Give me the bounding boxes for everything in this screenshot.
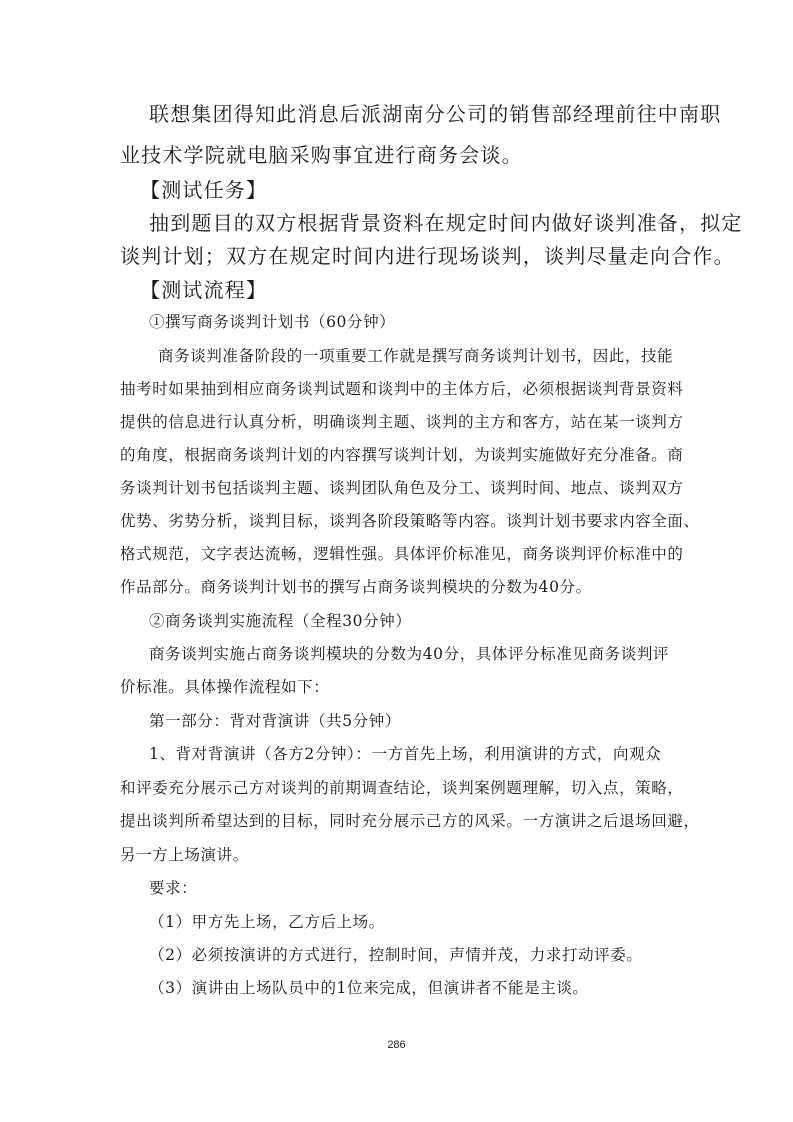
requirement-item-1: （1）甲方先上场，乙方后上场。 — [149, 913, 385, 931]
part1-line-2: 和评委充分展示己方对谈判的前期调查结论，谈判案例题理解，切入点，策略， — [120, 779, 684, 797]
step1-line-7: 格式规范，文字表达流畅，逻辑性强。具体评价标准见，商务谈判评价标准中的 — [120, 545, 684, 563]
part1-line-4: 另一方上场演讲。 — [120, 846, 249, 864]
step1-line-3: 提供的信息进行认真分析，明确谈判主题、谈判的主方和客方，站在某一谈判方 — [120, 413, 684, 431]
part1-line-3: 提出谈判所希望达到的目标，同时充分展示己方的风采。一方演讲之后退场回避， — [120, 812, 700, 830]
step2-heading: ②商务谈判实施流程（全程30分钟） — [149, 612, 412, 630]
step1-heading: ①撰写商务谈判计划书（60分钟） — [149, 313, 396, 331]
process-heading: 【测试流程】 — [140, 278, 268, 302]
intro-line-2: 业技术学院就电脑采购事宜进行商务会谈。 — [120, 143, 523, 167]
task-line-2: 谈判计划；双方在规定时间内进行现场谈判，谈判尽量走向合作。 — [120, 244, 735, 268]
step1-line-1: 商务谈判准备阶段的一项重要工作就是撰写商务谈判计划书，因此，技能 — [158, 347, 674, 365]
part1-line-1: 1、背对背演讲（各方2分钟）：一方首先上场，利用演讲的方式，向观众 — [149, 745, 662, 763]
step1-line-8: 作品部分。商务谈判计划书的撰写占商务谈判模块的分数为40分。 — [120, 578, 592, 596]
step2-line-2: 价标准。具体操作流程如下： — [120, 678, 330, 696]
step1-line-4: 的角度，根据商务谈判计划的内容撰写谈判计划，为谈判实施做好充分准备。商 — [120, 446, 684, 464]
step1-line-6: 优势、劣势分析，谈判目标，谈判各阶段策略等内容。谈判计划书要求内容全面、 — [120, 512, 700, 530]
task-line-1: 抽到题目的双方根据背景资料在规定时间内做好谈判准备，拟定 — [149, 211, 743, 235]
requirement-item-2: （2）必须按演讲的方式进行，控制时间，声情并茂，力求打动评委。 — [149, 946, 643, 964]
part1-heading: 第一部分：背对背演讲（共5分钟） — [149, 712, 401, 730]
task-heading: 【测试任务】 — [140, 178, 268, 202]
step1-line-5: 务谈判计划书包括谈判主题、谈判团队角色及分工、谈判时间、地点、谈判双方 — [120, 479, 684, 497]
requirements-label: 要求： — [149, 879, 198, 897]
page-number: 286 — [387, 1039, 406, 1051]
requirement-item-3: （3）演讲由上场队员中的1位来完成，但演讲者不能是主谈。 — [149, 979, 589, 997]
step1-line-2: 抽考时如果抽到相应商务谈判试题和谈判中的主体方后，必须根据谈判背景资料 — [120, 380, 684, 398]
intro-line-1: 联想集团得知此消息后派湖南分公司的销售部经理前往中南职 — [149, 102, 722, 126]
step2-line-1: 商务谈判实施占商务谈判模块的分数为40分，具体评分标准见商务谈判评 — [149, 645, 670, 663]
